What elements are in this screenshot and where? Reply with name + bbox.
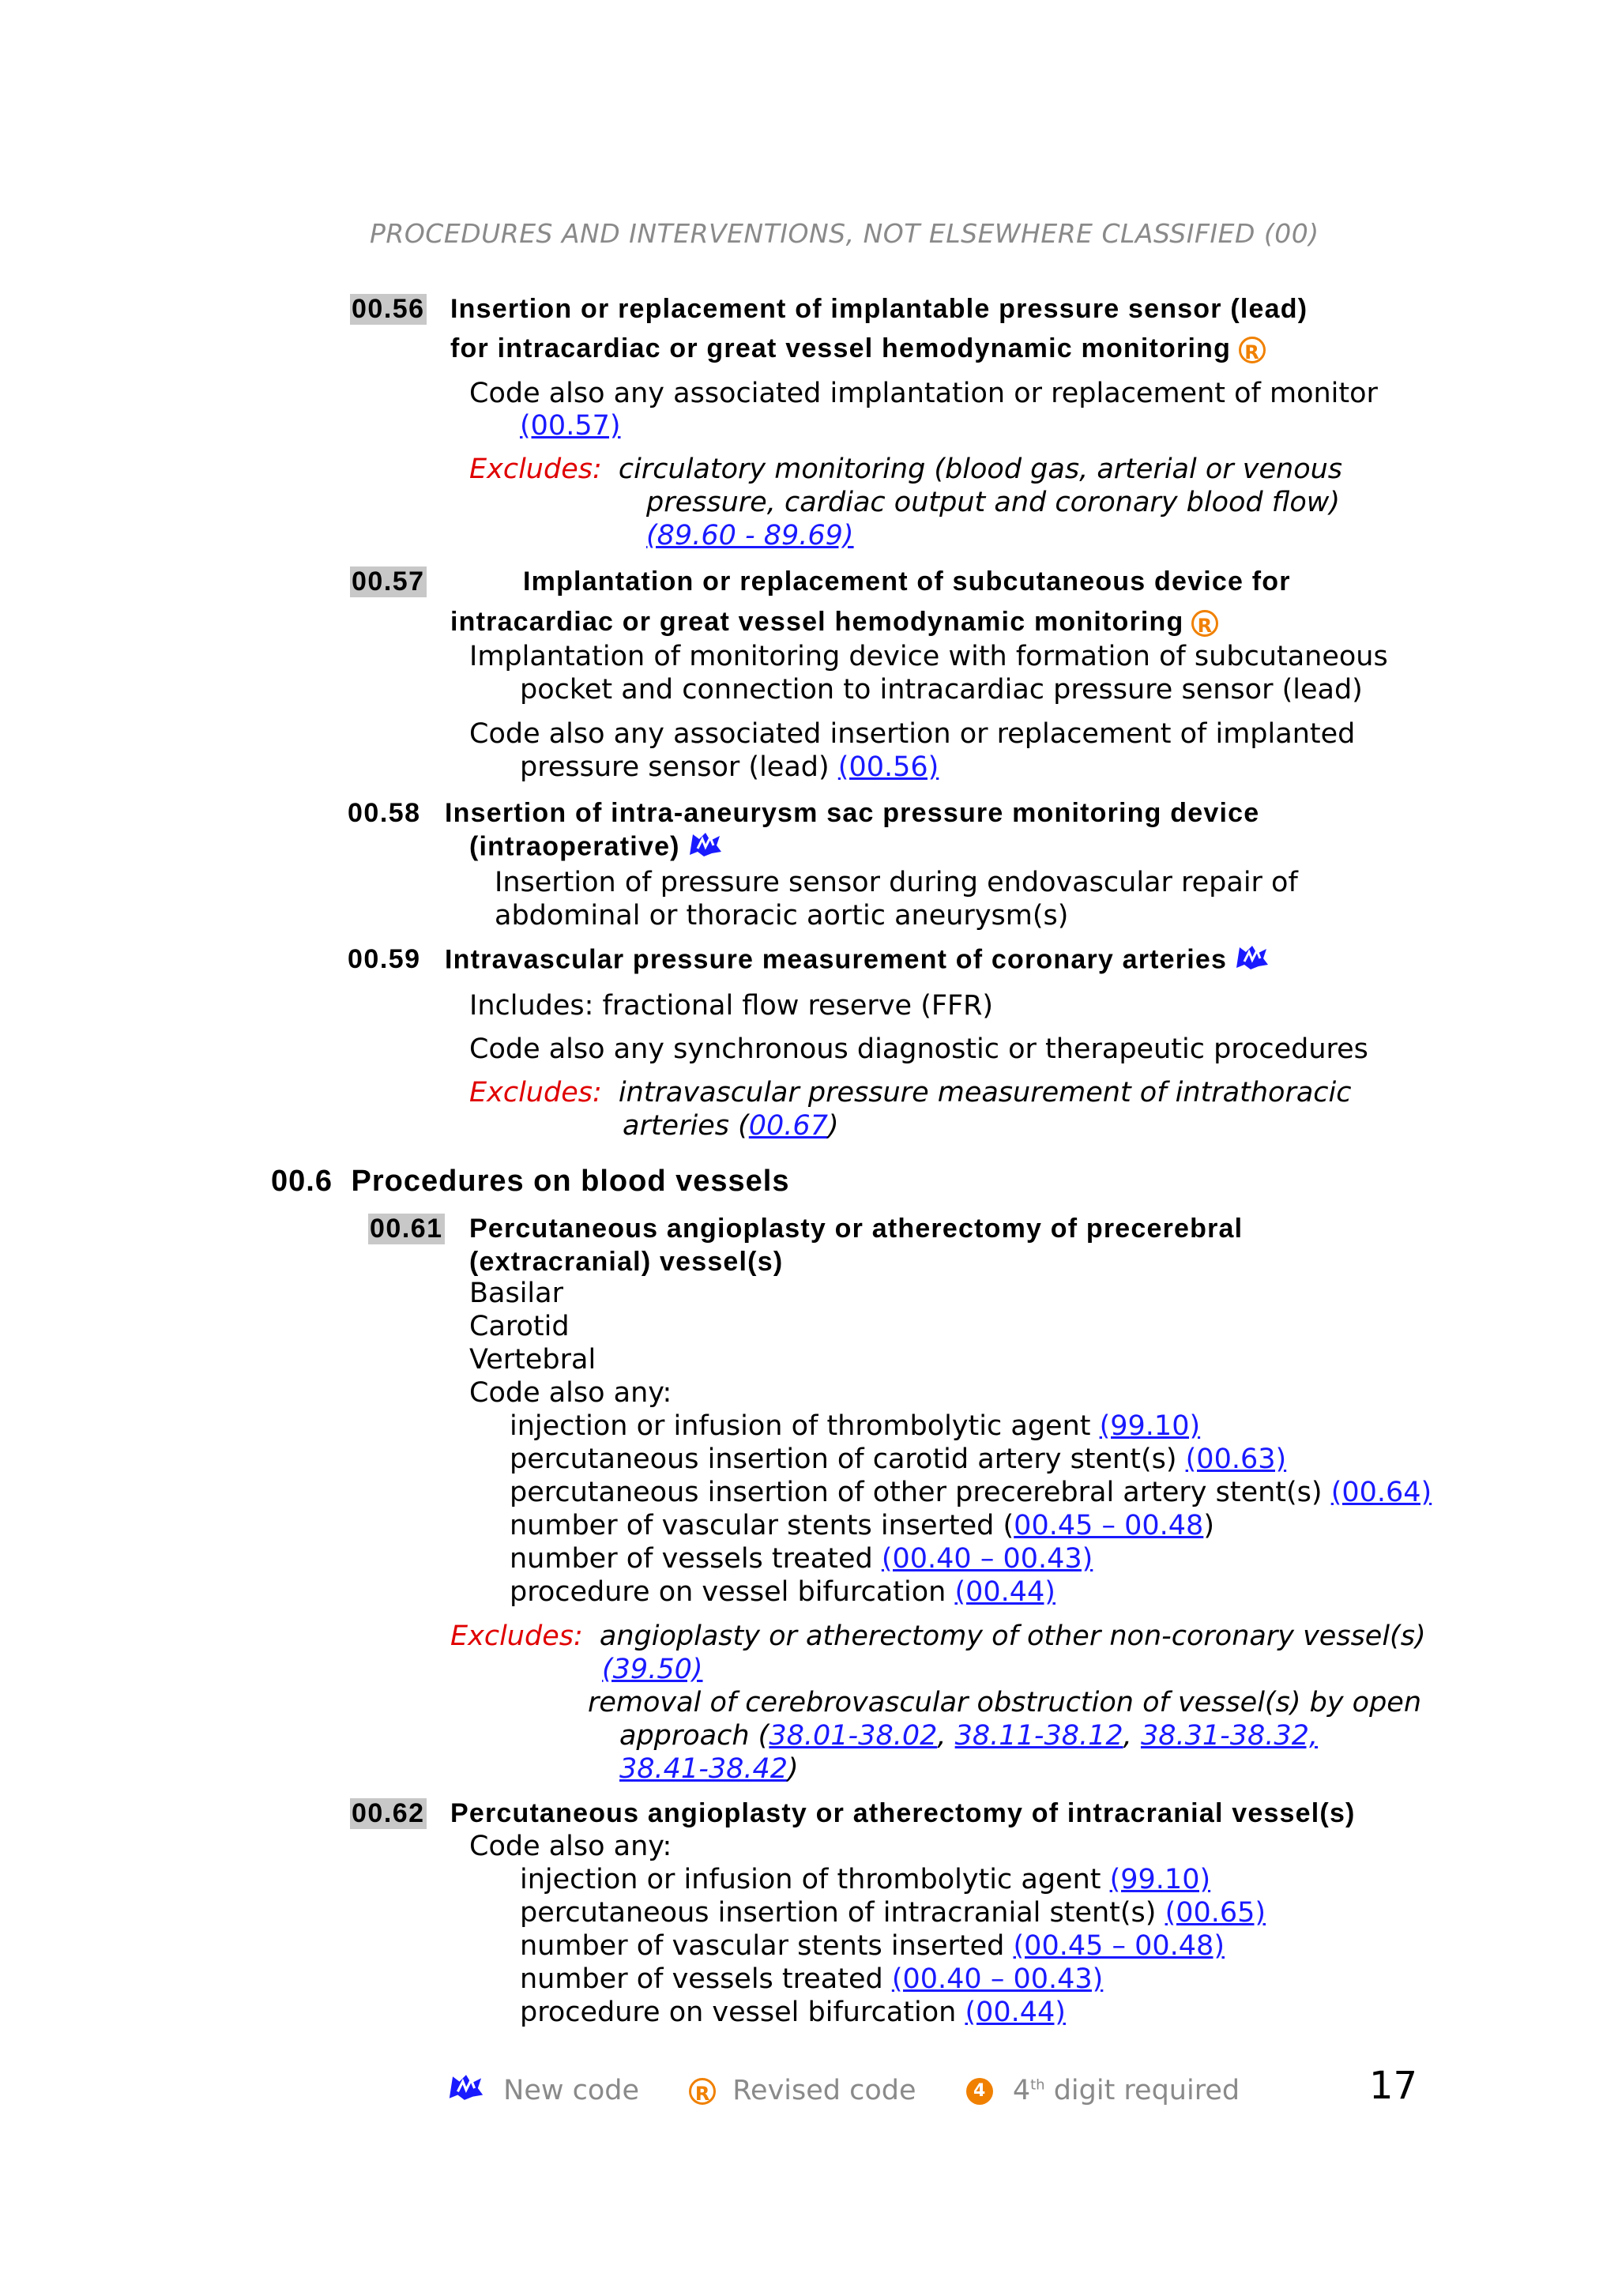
- legend-new-code: New code: [503, 2074, 640, 2106]
- link-38-31[interactable]: 38.31-38.32,: [1140, 1720, 1319, 1752]
- link-00-45[interactable]: (00.45 – 00.48): [1013, 1930, 1225, 1962]
- list-item-text: percutaneous insertion of intracranial stent(s): [520, 1897, 1165, 1929]
- link-00-63[interactable]: (00.63): [1185, 1443, 1287, 1475]
- list-item-text: injection or infusion of thrombolytic agent: [510, 1410, 1100, 1442]
- list-item-text: procedure on vessel bifurcation: [520, 1997, 965, 2028]
- desc-00-58-line2: abdominal or thoracic aortic aneurysm(s): [495, 900, 1069, 932]
- code-also-00-57-line2: [520, 751, 939, 784]
- link-39-50[interactable]: (39.50): [602, 1654, 703, 1685]
- list-item-text: number of vascular stents inserted (: [510, 1510, 1014, 1541]
- excludes-00-59-line2: [623, 1109, 839, 1142]
- excludes-00-59-pre: arteries (: [623, 1110, 749, 1142]
- list-item-text: injection or infusion of thrombolytic agent: [520, 1864, 1110, 1895]
- title-00-61-line1: Percutaneous angioplasty or atherectomy of precerebral: [469, 1214, 1244, 1244]
- list-item-tail: ): [1203, 1510, 1214, 1541]
- list-item-text: percutaneous insertion of carotid artery stent(s): [510, 1443, 1186, 1475]
- list-item-text: percutaneous insertion of other precerebral artery stent(s): [510, 1477, 1331, 1508]
- legend-revised-code: Revised code: [732, 2074, 916, 2106]
- title-00-57-line2-text: intracardiac or great vessel hemodynamic monitoring: [450, 607, 1184, 637]
- desc-00-58-line1: Insertion of pressure sensor during endovascular repair of: [495, 867, 1298, 898]
- link-00-40[interactable]: (00.40 – 00.43): [891, 1963, 1104, 1995]
- link-00-45[interactable]: 00.45 – 00.48: [1014, 1510, 1204, 1541]
- running-head: PROCEDURES AND INTERVENTIONS, NOT ELSEWHERE CLASSIFIED (00): [370, 218, 1319, 249]
- list-item-text: procedure on vessel bifurcation: [510, 1576, 955, 1608]
- excludes-00-61-text1: angioplasty or atherectomy of other non-coronary vessel(s): [599, 1620, 1426, 1652]
- title-00-56-line1: Insertion or replacement of implantable pressure sensor (lead): [450, 294, 1308, 324]
- site-vertebral: Vertebral: [469, 1344, 596, 1376]
- code-also-00-59: Code also any synchronous diagnostic or therapeutic procedures: [469, 1033, 1368, 1065]
- code-00-62: 00.62: [352, 1798, 425, 1828]
- revised-code-icon: R: [689, 2078, 716, 2105]
- code-00-58: 00.58: [348, 798, 421, 828]
- code-00-59: 00.59: [348, 944, 421, 974]
- link-00-44[interactable]: (00.44): [965, 1997, 1066, 2028]
- list-item: [520, 1996, 1066, 2029]
- excludes-label: Excludes:: [469, 1077, 602, 1108]
- excludes-00-56-line2: pressure, cardiac output and coronary blood flow): [646, 487, 1341, 518]
- link-38-41[interactable]: 38.41-38.42: [619, 1753, 788, 1785]
- fourth-digit-icon: 4: [966, 2078, 993, 2105]
- list-item: [510, 1542, 1093, 1575]
- site-basilar: Basilar: [469, 1278, 563, 1309]
- code-also-00-56-ref[interactable]: [520, 409, 621, 442]
- new-code-icon: [447, 2073, 485, 2109]
- link-00-67[interactable]: 00.67: [748, 1110, 828, 1142]
- link-38-01[interactable]: 38.01-38.02: [769, 1720, 938, 1752]
- code-00-56: 00.56: [352, 294, 425, 324]
- code-also-00-57-text: pressure sensor (lead): [520, 751, 830, 783]
- excludes-00-59-post: ): [827, 1110, 839, 1142]
- includes-00-59: Includes: fractional flow reserve (FFR): [469, 990, 994, 1022]
- code-also-00-56: Code also any associated implantation or replacement of monitor: [469, 378, 1378, 409]
- excludes-00-59-line1: [469, 1076, 1352, 1109]
- page-number: 17: [1369, 2064, 1418, 2108]
- new-code-icon: [1235, 944, 1270, 978]
- link-89-60[interactable]: (89.60 - 89.69): [646, 520, 854, 551]
- list-item-text: number of vessels treated: [520, 1963, 892, 1995]
- title-00-61-line2: (extracranial) vessel(s): [469, 1247, 784, 1277]
- list-item: [510, 1476, 1432, 1509]
- title-00-59: [445, 944, 1270, 978]
- link-99-10[interactable]: (99.10): [1109, 1864, 1211, 1895]
- link-00-56[interactable]: (00.56): [837, 751, 939, 783]
- link-38-11[interactable]: 38.11-38.12: [954, 1720, 1123, 1752]
- title-00-58-line2: [469, 831, 723, 865]
- title-00-56-line2: [450, 333, 1266, 364]
- title-00-57-line1: Implantation or replacement of subcutaneous device for: [523, 566, 1291, 597]
- title-00-57-line2: [450, 607, 1218, 638]
- list-item: [510, 1443, 1286, 1476]
- excludes-label: Excludes:: [469, 454, 602, 485]
- desc-00-57-line2: pocket and connection to intracardiac pressure sensor (lead): [520, 674, 1363, 706]
- excludes-00-56-line3[interactable]: [646, 519, 854, 552]
- excludes-00-61-line1: [450, 1620, 1426, 1653]
- link-00-57[interactable]: (00.57): [520, 410, 621, 442]
- title-00-62: Percutaneous angioplasty or atherectomy of intracranial vessel(s): [450, 1798, 1356, 1828]
- excludes-00-61-line4: approach (38.01-38.02, 38.11-38.12, 38.31-38.32,: [619, 1720, 1319, 1752]
- excludes-00-61-close: ): [788, 1753, 799, 1785]
- title-00-58-line2-text: (intraoperative): [469, 831, 680, 862]
- list-item: [520, 1863, 1210, 1896]
- excludes-00-61-line3: removal of cerebrovascular obstruction of vessel(s) by open: [588, 1687, 1422, 1718]
- link-00-44[interactable]: (00.44): [954, 1576, 1055, 1608]
- title-00-58-line1: Insertion of intra-aneurysm sac pressure monitoring device: [445, 798, 1260, 828]
- link-99-10[interactable]: (99.10): [1099, 1410, 1201, 1442]
- excludes-00-59-text1: intravascular pressure measurement of intrathoracic: [618, 1077, 1352, 1108]
- code-00-61: 00.61: [370, 1214, 443, 1244]
- list-item: [510, 1575, 1055, 1609]
- excludes-00-61-line5: [619, 1752, 799, 1786]
- site-carotid: Carotid: [469, 1311, 570, 1342]
- code-also-00-61-label: Code also any:: [469, 1377, 672, 1409]
- list-item: [510, 1410, 1200, 1443]
- code-also-00-62-label: Code also any:: [469, 1831, 672, 1862]
- excludes-00-61-approach: approach (: [619, 1720, 769, 1752]
- excludes-label: Excludes:: [450, 1620, 583, 1652]
- excludes-00-61-line2[interactable]: [602, 1653, 703, 1686]
- legend-digit: 4th digit required: [1012, 2074, 1240, 2106]
- revised-code-icon: R: [1191, 610, 1218, 637]
- list-item: [520, 1929, 1225, 1963]
- title-00-59-text: Intravascular pressure measurement of coronary arteries: [445, 944, 1228, 975]
- desc-00-57-line1: Implantation of monitoring device with formation of subcutaneous: [469, 641, 1388, 672]
- list-item-text: number of vessels treated: [510, 1543, 882, 1575]
- new-code-icon: [688, 831, 723, 865]
- list-item-text: number of vascular stents inserted: [520, 1930, 1014, 1962]
- list-item: [510, 1509, 1214, 1542]
- code-00-57: 00.57: [352, 566, 425, 597]
- link-00-64[interactable]: (00.64): [1330, 1477, 1432, 1508]
- link-00-40[interactable]: (00.40 – 00.43): [881, 1543, 1093, 1575]
- legend-digit-sup: th: [1030, 2076, 1045, 2093]
- section-number: 00.6: [271, 1165, 333, 1198]
- excludes-00-56-line1: [469, 453, 1342, 486]
- section-heading: [271, 1165, 790, 1199]
- link-00-65[interactable]: (00.65): [1165, 1897, 1266, 1929]
- list-item: [520, 1896, 1266, 1929]
- legend: [447, 2073, 1240, 2109]
- excludes-00-56-text1: circulatory monitoring (blood gas, arterial or venous: [618, 454, 1343, 485]
- section-title: Procedures on blood vessels: [351, 1165, 790, 1198]
- list-item: [520, 1963, 1103, 1996]
- code-also-00-57-line1: Code also any associated insertion or replacement of implanted: [469, 718, 1356, 750]
- revised-code-icon: R: [1239, 337, 1266, 363]
- title-00-56-line2-text: for intracardiac or great vessel hemodynamic monitoring: [450, 333, 1232, 363]
- legend-digit-text: digit required: [1044, 2074, 1240, 2106]
